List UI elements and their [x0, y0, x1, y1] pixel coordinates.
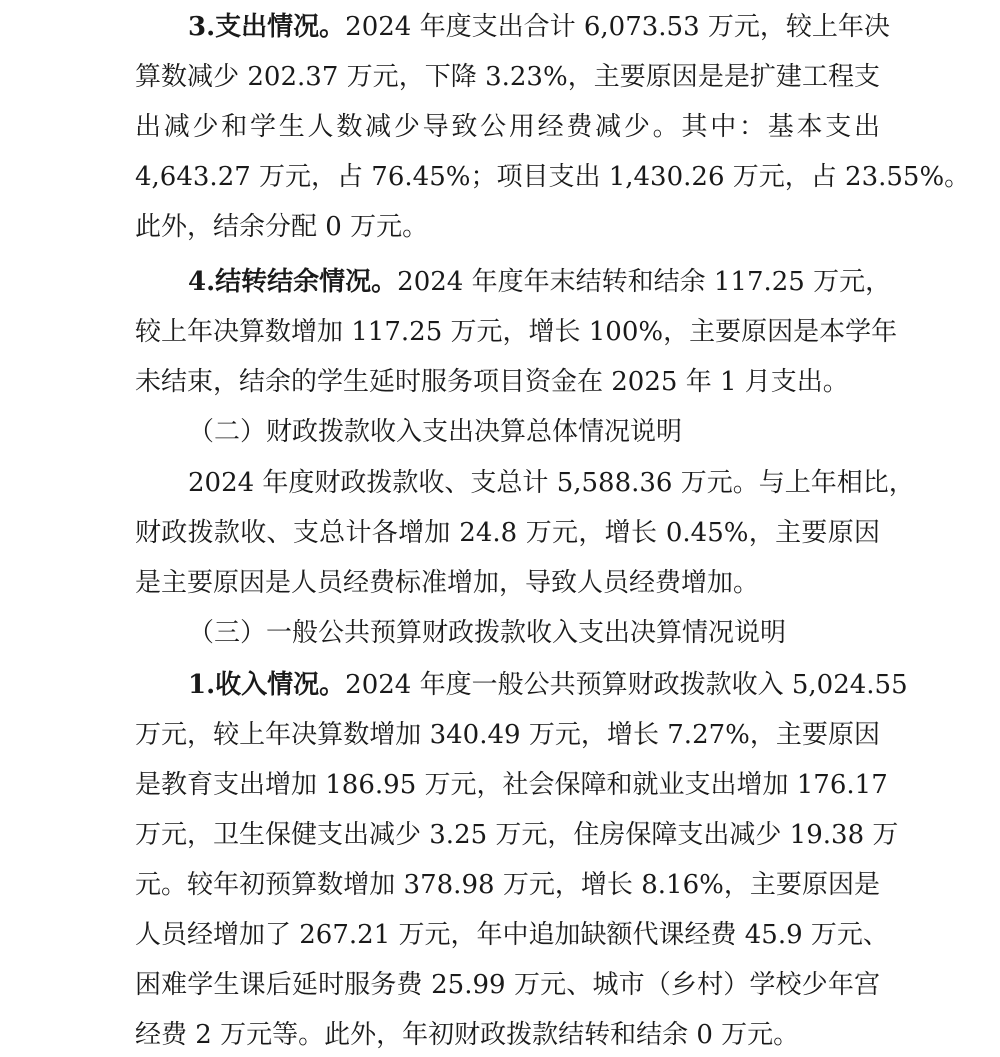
section-lead-income: 1.收入情况。	[188, 670, 346, 700]
text-run: 2024 年度年末结转和结余 117.25 万元，	[397, 267, 892, 297]
paragraph-fiscal-overview-line-3: 是主要原因是人员经费标准增加，导致人员经费增加。	[135, 568, 760, 598]
paragraph-income-line-6: 人员经增加了 267.21 万元，年中追加缺额代课经费 45.9 万元、	[135, 920, 889, 950]
paragraph-carryover-line-2: 较上年决算数增加 117.25 万元，增长 100%，主要原因是本学年	[135, 317, 898, 347]
paragraph-income-line-4: 万元，卫生保健支出减少 3.25 万元，住房保障支出减少 19.38 万	[135, 820, 899, 850]
section-heading-fiscal-overview: （二）财政拨款收入支出决算总体情况说明	[188, 417, 683, 447]
paragraph-income-line-1	[188, 665, 908, 705]
text-run: 2024 年度一般公共预算财政拨款收入 5,024.55	[345, 670, 908, 700]
paragraph-income-line-7: 困难学生课后延时服务费 25.99 万元、城市（乡村）学校少年宫	[135, 970, 880, 1000]
section-lead-carryover: 4.结转结余情况。	[188, 267, 398, 297]
paragraph-carryover-line-3: 未结束，结余的学生延时服务项目资金在 2025 年 1 月支出。	[135, 367, 849, 397]
paragraph-income-line-2: 万元，较上年决算数增加 340.49 万元，增长 7.27%，主要原因	[135, 720, 880, 750]
section-lead-expenditure: 3.支出情况。	[188, 12, 346, 42]
paragraph-expenditure-line-3: 出减少和学生人数减少导致公用经费减少。其中：基本支出	[135, 112, 880, 142]
paragraph-expenditure-line-2: 算数减少 202.37 万元，下降 3.23%，主要原因是是扩建工程支	[135, 62, 880, 92]
paragraph-expenditure-line-1	[188, 7, 890, 47]
section-heading-general-budget: （三）一般公共预算财政拨款收入支出决算情况说明	[188, 618, 787, 648]
paragraph-expenditure-line-4: 4,643.27 万元，占 76.45%；项目支出 1,430.26 万元，占 23.55%。	[135, 162, 971, 192]
paragraph-income-line-8: 经费 2 万元等。此外，年初财政拨款结转和结余 0 万元。	[135, 1020, 800, 1050]
paragraph-carryover-line-1	[188, 262, 892, 302]
paragraph-income-line-5: 元。较年初预算数增加 378.98 万元，增长 8.16%，主要原因是	[135, 870, 880, 900]
paragraph-expenditure-line-5: 此外，结余分配 0 万元。	[135, 212, 429, 242]
paragraph-fiscal-overview-line-2: 财政拨款收、支总计各增加 24.8 万元，增长 0.45%，主要原因	[135, 518, 880, 548]
paragraph-fiscal-overview-line-1: 2024 年度财政拨款收、支总计 5,588.36 万元。与上年相比，	[188, 468, 915, 498]
text-run: 2024 年度支出合计 6,073.53 万元，较上年决	[345, 12, 890, 42]
paragraph-income-line-3: 是教育支出增加 186.95 万元，社会保障和就业支出增加 176.17	[135, 770, 888, 800]
